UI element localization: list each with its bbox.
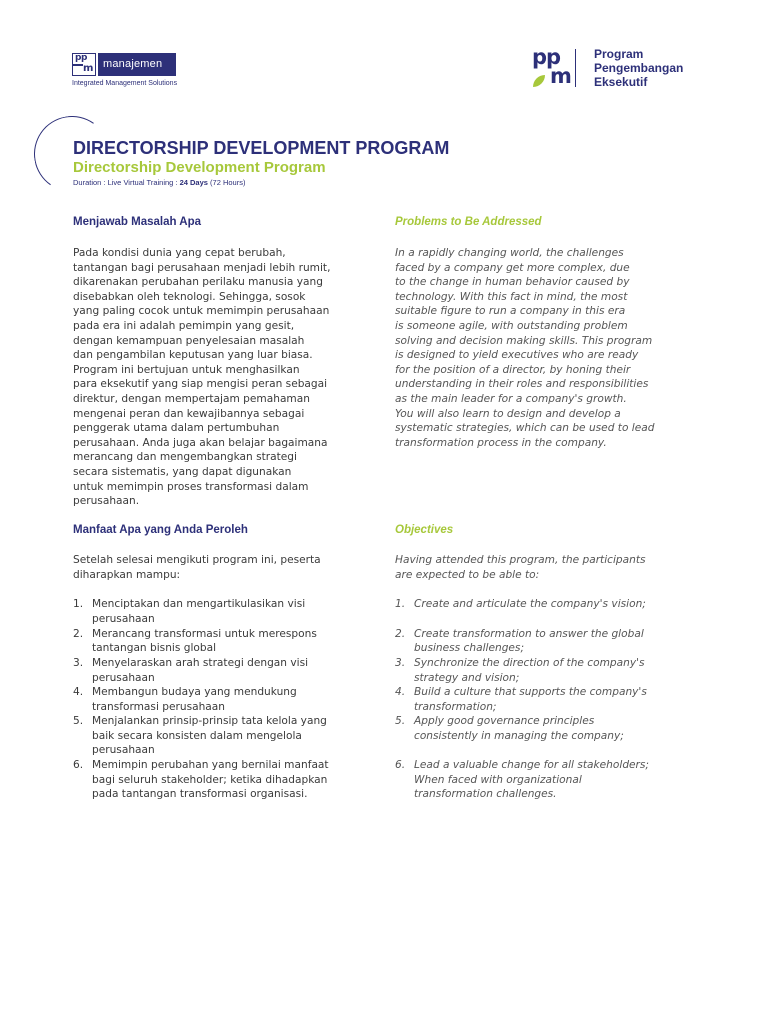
duration-prefix: Duration : Live Virtual Training :	[73, 178, 180, 187]
ppm-leaf-mark	[530, 47, 580, 91]
objective-id-item-text	[92, 597, 305, 626]
manajemen-banner	[98, 53, 176, 76]
section2-heading-id: Manfaat Apa yang Anda Peroleh	[73, 524, 248, 536]
section1-body-en-line: systematic strategies, which can be used to lead	[395, 422, 655, 435]
section1-heading-en: Problems to Be Addressed	[395, 216, 542, 228]
section1-body-id-line: dengan kemampuan penyelesaian masalah	[73, 334, 305, 347]
duration-days: 24 Days	[179, 178, 208, 187]
objective-id-item-text	[92, 714, 327, 758]
section1-body-en-line: is someone agile, with outstanding problem	[395, 319, 628, 332]
section1-body-id-line: perusahaan. Anda juga akan belajar bagaimana	[73, 436, 328, 449]
objective-en-item-text	[414, 714, 624, 743]
logo-mark-divider	[73, 64, 83, 66]
objective-en-item-line: strategy and vision;	[414, 671, 520, 684]
program-name-line: Program	[594, 47, 644, 61]
objective-id-item-text	[92, 627, 317, 656]
section1-body-en-line: technology. With this fact in mind, the most	[395, 290, 628, 303]
section2-intro-id	[73, 553, 373, 582]
section1-body-id-line: direktur, dengan mempertajam pemahaman	[73, 392, 310, 405]
objective-en-item-line: When faced with organizational	[414, 773, 582, 786]
section1-body-id-line: tantangan bagi perusahaan menjadi lebih rumit,	[73, 261, 331, 274]
section2-intro-id-line: diharapkan mampu:	[73, 568, 181, 581]
logo-mark-pp-right: pp	[532, 45, 561, 69]
section1-body-en-line: suitable figure to run a company in this era	[395, 305, 626, 318]
objective-id-item-number: 2.	[73, 627, 84, 640]
section1-body-en-line: In a rapidly changing world, the challenges	[395, 247, 624, 259]
section1-heading-id: Menjawab Masalah Apa	[73, 216, 202, 228]
objective-en-item-number: 6.	[395, 759, 406, 771]
objective-id-item-number: 5.	[73, 715, 84, 727]
logo-tagline: Integrated Management Solutions	[72, 80, 178, 87]
section1-body-id-line: disebabkan oleh teknologi. Sehingga, sosok	[73, 290, 306, 303]
section1-body-en-line: You will also learn to design and develop a	[395, 407, 621, 420]
objective-en-item-number: 5.	[395, 715, 406, 727]
objective-id-item-line: Memimpin perubahan yang bernilai manfaat	[92, 759, 329, 771]
section1-body-id-line: pada era ini adalah pemimpin yang gesit,	[73, 319, 295, 332]
objective-id-item-line: perusahaan	[92, 671, 155, 684]
objective-id-item-line: Menyelaraskan arah strategi dengan visi	[92, 657, 309, 669]
section1-body-id-line: secara sistematis, yang dapat digunakan	[73, 465, 292, 478]
ppm-manajemen-logo	[72, 52, 182, 90]
page-subtitle: Directorship Development Program	[73, 159, 326, 176]
objective-en-item-text	[414, 597, 646, 612]
objective-id-item-number: 1.	[73, 598, 84, 610]
ppm-box-mark	[72, 53, 96, 76]
section1-body-en-line: as the main leader for a company's growth.	[395, 392, 627, 405]
section1-body-id-line: yang paling cocok untuk memimpin perusahaan	[73, 305, 330, 318]
program-name	[594, 47, 683, 89]
objective-id-item-line: tantangan bisnis global	[92, 642, 217, 655]
objective-id-item-line: Membangun budaya yang mendukung	[92, 686, 297, 698]
objective-id-item-line: perusahaan	[92, 744, 155, 757]
objective-en-item-number: 3.	[395, 657, 406, 669]
logo-mark-m-right: m	[550, 64, 572, 88]
section1-body-id-line: Program ini bertujuan untuk menghasilkan	[73, 363, 300, 376]
section1-body-en-line: solving and decision making skills. This program	[395, 334, 653, 347]
section1-body-en-line: to the change in human behavior caused by	[395, 276, 630, 289]
objective-en-item-text	[414, 685, 647, 714]
objective-id-item-text	[92, 656, 308, 685]
objective-en-item-line: business challenges;	[414, 642, 525, 655]
section1-body-id-line: dan pengambilan keputusan yang luar biasa.	[73, 349, 313, 362]
objective-en-item-text	[414, 627, 644, 656]
objective-id-item-line: baik secara konsisten dalam mengelola	[92, 729, 302, 742]
objective-id-item-line: perusahaan	[92, 612, 155, 625]
leaf-icon	[533, 75, 545, 87]
section1-body-id-line: penggerak utama dalam pertumbuhan	[73, 422, 280, 435]
logo-mark-m: m	[83, 63, 94, 74]
objective-en-item-line: Create and articulate the company's vision;	[414, 598, 646, 610]
section1-body-id-line: para eksekutif yang siap mengisi peran sebagai	[73, 378, 328, 391]
section2-heading-en: Objectives	[395, 524, 454, 536]
objective-en-item-number: 4.	[395, 686, 406, 698]
objective-en-item-number: 2.	[395, 627, 406, 640]
section2-intro-en	[395, 553, 695, 582]
objective-en-item-line: Lead a valuable change for all stakeholders;	[414, 759, 650, 771]
ppm-program-logo	[530, 47, 710, 91]
section1-body-en-line: for the position of a director, by honing their	[395, 363, 631, 376]
objective-en-item-line: transformation challenges.	[414, 788, 557, 801]
section1-body-id-line: Pada kondisi dunia yang cepat berubah,	[73, 247, 286, 259]
section1-body-en	[395, 246, 695, 450]
objective-id-item-number: 6.	[73, 759, 84, 771]
objective-en-item-line: Synchronize the direction of the company's	[414, 657, 645, 669]
section1-body-en-line: is designed to yield executives who are ready	[395, 349, 639, 362]
section1-body-id	[73, 246, 373, 509]
section1-body-en-line: transformation process in the company.	[395, 436, 607, 449]
objective-id-item-line: transformasi perusahaan	[92, 700, 225, 713]
objective-id-item-line: Menciptakan dan mengartikulasikan visi	[92, 598, 306, 610]
objective-en-item-line: Build a culture that supports the company's	[414, 686, 647, 698]
duration-line	[73, 178, 245, 187]
program-name-line: Eksekutif	[594, 75, 648, 89]
objective-en-item-number: 1.	[395, 598, 406, 610]
objective-id-item-text	[92, 758, 329, 802]
section1-body-id-line: dikarenakan perubahan perilaku manusia yang	[73, 276, 323, 289]
logo-mark-pp: pp	[75, 53, 87, 63]
objective-en-item-line: consistently in managing the company;	[414, 729, 624, 742]
objective-id-item-line: Menjalankan prinsip-prinsip tata kelola yang	[92, 715, 327, 727]
objective-id-item-line: pada tantangan transformasi organisasi.	[92, 788, 308, 801]
objective-id-item-number: 4.	[73, 686, 84, 698]
objective-id-item-number: 3.	[73, 657, 84, 669]
page-title: DIRECTORSHIP DEVELOPMENT PROGRAM	[73, 138, 450, 158]
section2-intro-id-line: Setelah selesai mengikuti program ini, peserta	[73, 554, 321, 566]
section1-body-en-line: faced by a company get more complex, due	[395, 261, 630, 274]
objective-en-item-text	[414, 758, 649, 802]
program-name-line: Pengembangan	[594, 61, 684, 75]
objective-en-item-line: Apply good governance principles	[414, 715, 595, 727]
section1-body-id-line: perusahaan.	[73, 495, 140, 508]
section1-body-id-line: untuk memimpin proses transformasi dalam	[73, 480, 309, 493]
objective-id-item-line: Merancang transformasi untuk merespons	[92, 627, 317, 640]
section1-body-en-line: understanding in their roles and responsibilities	[395, 378, 649, 391]
section1-body-id-line: merancang dan mengembangkan strategi	[73, 451, 297, 464]
section2-intro-en-line: are expected to be able to:	[395, 568, 540, 581]
duration-hours: (72 Hours)	[207, 178, 246, 187]
objective-id-item-text	[92, 685, 297, 714]
logo-separator	[575, 49, 576, 87]
objective-en-item-line: Create transformation to answer the global	[414, 627, 644, 640]
objective-en-item-line: transformation;	[414, 700, 497, 713]
objective-id-item-line: bagi seluruh stakeholder; ketika dihadapkan	[92, 773, 328, 786]
section2-intro-en-line: Having attended this program, the participants	[395, 554, 646, 566]
section1-body-id-line: mengenai peran dan kewajibannya sebagai	[73, 407, 305, 420]
logo-name: manajemen	[103, 58, 163, 70]
objective-en-item-text	[414, 656, 645, 685]
